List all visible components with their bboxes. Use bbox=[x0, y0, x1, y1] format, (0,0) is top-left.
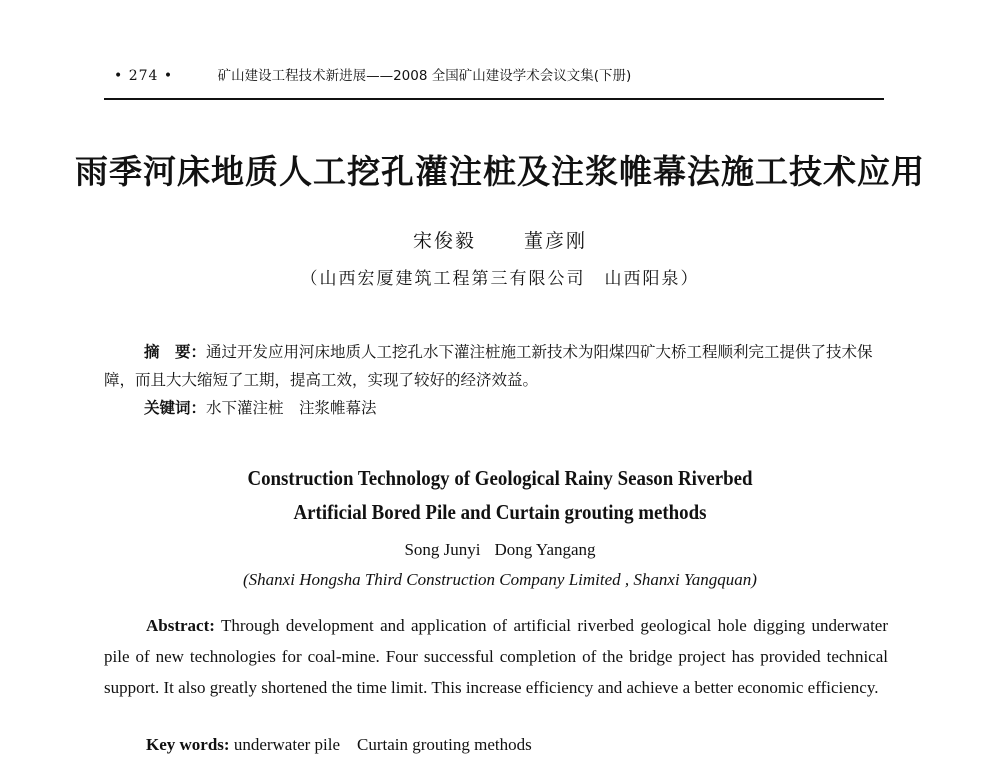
chinese-affiliation: （山西宏厦建筑工程第三有限公司 山西阳泉） bbox=[300, 269, 700, 289]
chinese-title: 雨季河床地质人工挖孔灌注桩及注浆帷幕法施工技术应用 bbox=[75, 152, 925, 191]
english-author-1: Song Junyi bbox=[404, 540, 481, 559]
english-keywords-text: underwater pile Curtain grouting methods bbox=[233, 735, 532, 754]
english-keywords-label: Key words: bbox=[146, 735, 230, 754]
english-abstract-text: Through development and application of artificial riverbed geological hole digging underwater pile of new technologies for coal-mine. Four successful completion of the bridge project has provided technical support. It also greatly shortened the time limit. This increase efficiency and achieve a better economic efficiency. bbox=[104, 616, 888, 697]
chinese-abstract bbox=[104, 338, 888, 394]
english-abstract-label: Abstract: bbox=[146, 616, 215, 635]
header-rule bbox=[104, 98, 884, 100]
english-keywords bbox=[146, 732, 886, 758]
english-title bbox=[50, 461, 950, 529]
chinese-author-1: 宋俊毅 bbox=[412, 230, 476, 252]
running-title: 矿山建设工程技术新进展——2008 全国矿山建设学术会议文集(下册) bbox=[217, 68, 632, 84]
chinese-keywords bbox=[144, 394, 884, 422]
chinese-authors bbox=[0, 228, 1000, 254]
chinese-abstract-text: 通过开发应用河床地质人工挖孔水下灌注桩施工新技术为阳煤四矿大桥工程顺利完工提供了技术保障，而且大大缩短了工期，提高工效，实现了较好的经济效益。 bbox=[104, 343, 873, 389]
chinese-keywords-text: 水下灌注桩 注浆帷幕法 bbox=[206, 399, 377, 417]
english-authors bbox=[0, 538, 1000, 562]
english-title-line-1: Construction Technology of Geological Rainy Season Riverbed bbox=[247, 466, 753, 490]
chinese-author-2: 董彦刚 bbox=[524, 230, 588, 252]
chinese-abstract-label: 摘 要： bbox=[144, 343, 207, 361]
english-affiliation: (Shanxi Hongsha Third Construction Company Limited , Shanxi Yangquan) bbox=[243, 570, 757, 589]
chinese-keywords-label: 关键词： bbox=[144, 399, 207, 417]
page-number: • 274 • bbox=[114, 68, 174, 84]
english-title-line-2: Artificial Bored Pile and Curtain grouting methods bbox=[293, 500, 707, 524]
english-author-2: Dong Yangang bbox=[494, 540, 596, 559]
page-header bbox=[104, 66, 884, 86]
english-abstract bbox=[104, 610, 888, 703]
